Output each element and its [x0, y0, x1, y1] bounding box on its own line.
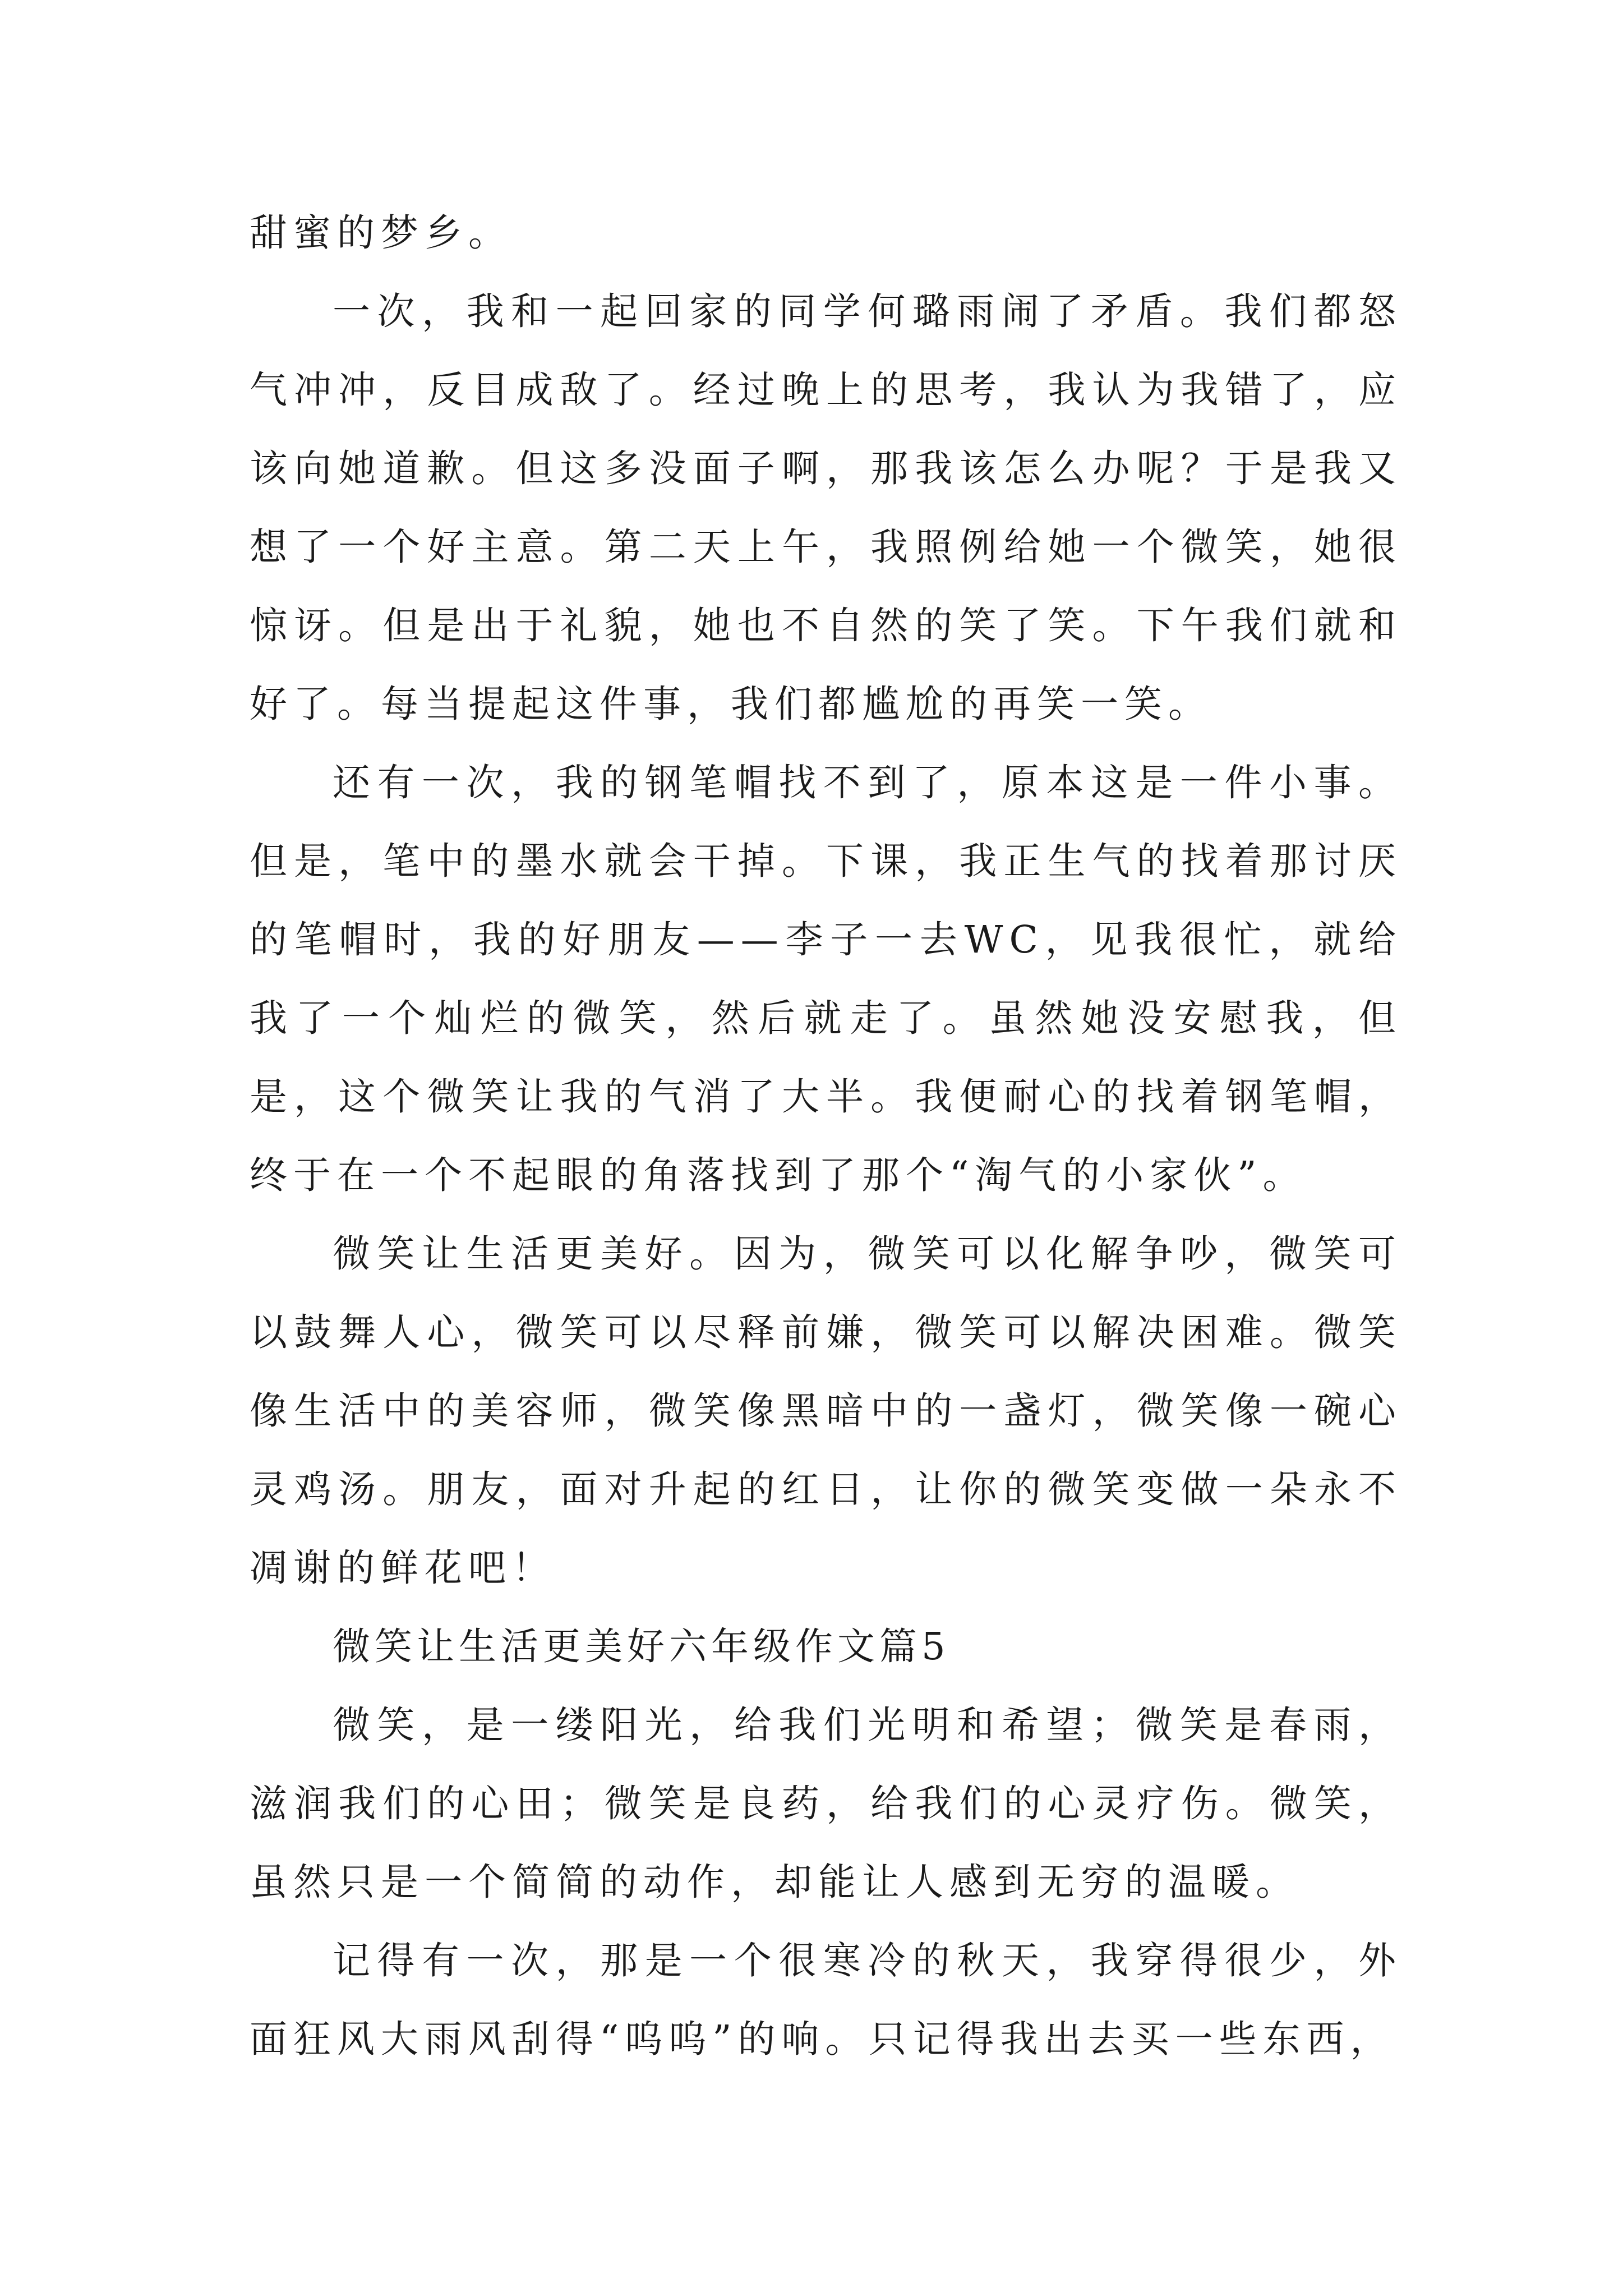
paragraph-conclusion: 微笑让生活更美好。因为，微笑可以化解争吵，微笑可以鼓舞人心，微笑可以尽释前嫌，微笑可以解决困难。微笑像生活中的美容师，微笑像黑暗中的一盏灯，微笑像一碗心灵鸡汤。朋友，面对升起的红日，让你的微笑变做一朵永不凋谢的鲜花吧！	[250, 1232, 1402, 1590]
essay-text	[250, 194, 1402, 2078]
paragraph-continuation: 甜蜜的梦乡。	[250, 211, 512, 255]
paragraph-smile-intro: 微笑，是一缕阳光，给我们光明和希望；微笑是春雨，滋润我们的心田；微笑是良药，给我们的心灵疗伤。微笑，虽然只是一个简简的动作，却能让人感到无穷的温暖。	[250, 1703, 1402, 1904]
paragraph-autumn-story: 记得有一次，那是一个很寒冷的秋天，我穿得很少，外面狂风大雨风刮得“呜呜”的响。只记得我出去买一些东西，	[250, 1939, 1402, 2061]
paragraph-quarrel-story: 一次，我和一起回家的同学何璐雨闹了矛盾。我们都怒气冲冲，反目成敌了。经过晚上的思考，我认为我错了，应该向她道歉。但这多没面子啊，那我该怎么办呢？于是我又想了一个好主意。第二天上午，我照例给她一个微笑，她很惊讶。但是出于礼貌，她也不自然的笑了笑。下午我们就和好了。每当提起这件事，我们都尴尬的再笑一笑。	[250, 289, 1402, 726]
paragraph-pen-cap-story: 还有一次，我的钢笔帽找不到了，原本这是一件小事。但是，笔中的墨水就会干掉。下课，我正生气的找着那讨厌的笔帽时，我的好朋友——李子一去WC，见我很忙，就给我了一个灿烂的微笑，然后就走了。虽然她没安慰我，但是，这个微笑让我的气消了大半。我便耐心的找着钢笔帽，终于在一个不起眼的角落找到了那个“淘气的小家伙”。	[250, 761, 1402, 1197]
essay-heading: 微笑让生活更美好六年级作文篇5	[333, 1625, 950, 1668]
